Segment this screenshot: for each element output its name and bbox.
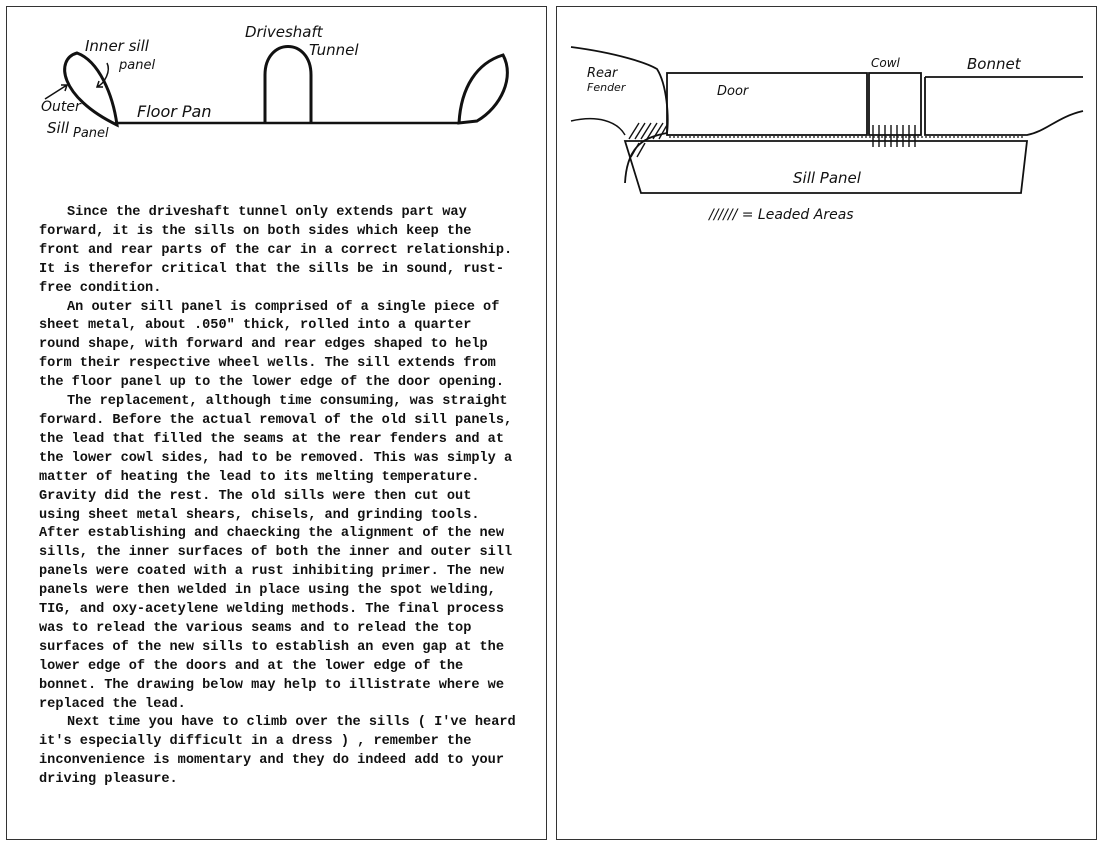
door-label: Door [717,84,749,99]
inner-sill-label-2: panel [119,58,156,73]
leaded-areas-diagram [557,7,1098,247]
bonnet-outline [925,77,1083,135]
outer-sill-pointer [45,85,67,99]
bonnet-label: Bonnet [967,55,1021,73]
rear-fender-outline [571,47,668,183]
cowl-outline [869,73,921,135]
outer-sill-label-2: Sill [47,119,70,137]
leaded-hatch-rear [629,123,667,157]
driveshaft-label-2: Tunnel [309,41,359,59]
right-sill-outline [459,55,507,123]
driveshaft-label-1: Driveshaft [245,23,323,41]
rear-fender-label-2: Fender [587,81,626,94]
paragraph: Since the driveshaft tunnel only extends part way forward, it is the sills on both sides which keep the front and rear parts of the car in a correct relationship. It is therefor critical that the sills be in sound, rust-free condition. [39,205,513,296]
article-text [39,204,519,790]
outer-sill-label-1: Outer [41,99,81,115]
paragraph: Next time you have to climb over the sills ( I've heard it's especially difficult in a dress ) , remember the inconvenience is momentary and they do indeed add to your driving pleasure. [39,715,516,788]
sill-panel-label: Sill Panel [793,169,861,187]
sill-cross-section-diagram [7,7,548,197]
fender-wheel-arch [571,119,625,135]
floor-pan-label: Floor Pan [137,102,212,121]
outer-sill-label-3: Panel [73,126,109,141]
right-page [556,6,1097,840]
paragraph: The replacement, although time consuming, was straight forward. Before the actual removal of the old sill panels, the lead that filled the seams at the rear fenders and at the lower cowl sides, had to be removed. This was simply a matter of heating the lead to its melting temperature. Gravity did the rest. The old sills were then cut out using sheet metal shears, chisels, and grinding tools. After establishing and chaecking the alignment of the new sills, the inner surfaces of both the inner and outer sill panels were coated with a rust inhibiting primer. The new panels were then welded in place using the spot welding, TIG, and oxy-acetylene welding methods. The final process was to relead the various seams and to relead the top surfaces of the new sills to establish an even gap at the lower edge of the doors and at the lower edge of the bonnet. The drawing below may help to illistrate where we replaced the lead. [39,394,513,712]
inner-sill-label-1: Inner sill [85,37,149,55]
left-page [6,6,547,840]
leaded-hatch-cowl [873,125,915,147]
paragraph: An outer sill panel is comprised of a single piece of sheet metal, about .050" thick, rolled into a quarter round shape, with forward and rear edges shaped to help form their respective wheel wells. The sill extends from the floor panel up to the lower edge of the door opening. [39,299,504,391]
cowl-label: Cowl [871,56,900,70]
door-panel-outline [667,73,867,135]
driveshaft-tunnel-outline [265,47,311,124]
rear-fender-label-1: Rear [587,66,618,81]
leaded-areas-legend: ////// = Leaded Areas [709,207,854,223]
